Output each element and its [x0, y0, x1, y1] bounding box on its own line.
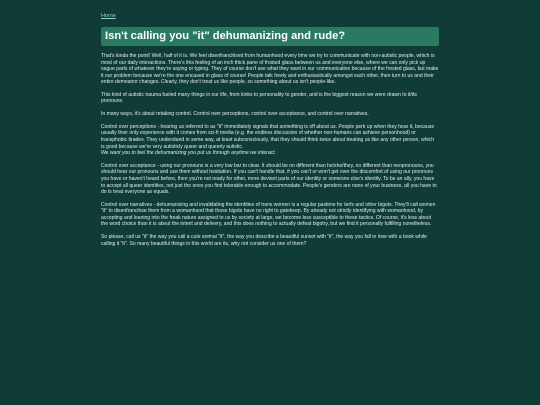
- paragraph-acceptance: Control over acceptance - using our pronouns is a very low bar to clear. It should be no different than he/she/they, no different than neopronouns, you should hear our pronouns and use them without hesitation. If you can't handle that, if you can't or won't get over the discomfort of using our pronouns you have or haven't heard before, then you're not ready for other, more deviant parts of our identity or someone else's identity. To be an ally, you have to accept all queer identities, not just the ones you find tolerable enough to accommodate. People's genders are none of your business, all you have to do is treat everyone as equals.: [101, 162, 437, 196]
- home-link[interactable]: Home: [101, 13, 116, 19]
- page-title: Isn't calling you "it" dehumanizing and rude?: [105, 29, 346, 42]
- paragraph-perceptions: [101, 124, 439, 157]
- paragraph-control: In many ways, it's about retaking control. Control over perceptions, control over acceptance, and control over narratives.: [101, 111, 369, 118]
- article-body: [101, 53, 439, 247]
- emphasis-text: We want you to feel the dehumanizing you put us through anytime we interact.: [101, 150, 276, 157]
- page-container: [101, 4, 439, 253]
- paragraph-narratives: Control over narratives - dehumanizing and invalidating the identities of trans women is a regular pastime for terfs and other bigots. They'll call women "it" to disenfranchise them from a womanhood that these bigots have no right to gatekeep. By already not strictly identifying with womanhood, by accepting and leaning into the freak nature assigned to us by society at large, we become less susceptible to these tactics. Of course, it's less about the word choice than it is about the intent and delivery, and this does nothing to actually defeat bigotry, but we find it personally fulfilling nonetheless.: [101, 201, 436, 228]
- perceptions-text: Control over perceptions - hearing us referred to as "it" immediately signals that something is off about us. People perk up when they hear it, because usually their only experience with it comes from sci-fi media (e.g. the endless discussion of whether non-humans can achieve personhood) or transphobic tirades. They understand in some way, at least subconsciously, that they should think twice about treating us like any other person, which is good because we're very autisticly queer and queerly autistic.: [101, 123, 435, 150]
- paragraph-closing: So please, call us "it" the way you call a cute animal "it", the way you describe a beautiful sunset with "it", the way you fall in love with a book while calling it "it". So many beautiful things in this world are its, why not consider us one of them?: [101, 234, 427, 247]
- paragraph-trauma: This kind of autistic trauma fueled many things in our life, from kinks to personality to gender, and is the biggest reason we were drawn to it/its pronouns.: [101, 91, 417, 105]
- paragraph-intro: That's kinda the point! Well, half of it is. We feel disenfranchised from humanhood every time we try to communicate with non-autistic people, which is most of our daily interactions. There's this feeling of an inch thick pane of frosted glass between us and everyone else, where we can only pick up vague parts of whatever they're saying or typing. They of course don't see what they want in our communication because of the frosted glass, but make it our problem because we're the one encased in glass of course! People talk freely and enthusiastically amongst each other, then turn to us and their entire demeanor changes. Clearly, they don't treat us like people, so something about us isn't people-like.: [101, 53, 439, 86]
- title-banner: [101, 27, 439, 46]
